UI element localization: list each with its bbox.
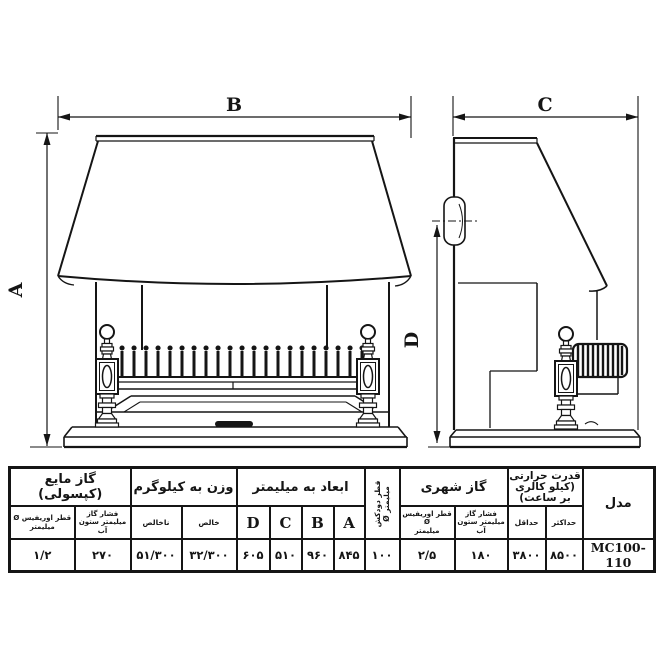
value-dim-b: ۹۶۰ — [302, 539, 334, 572]
value-dim-d: ۶۰۵ — [237, 539, 270, 572]
dim-label-c: C — [537, 94, 553, 116]
front-apron — [96, 396, 389, 412]
subheader-dim-c: C — [270, 506, 302, 539]
header-dimensions: ابعاد به میلیمتر — [237, 468, 365, 507]
spec-table — [8, 466, 656, 573]
subheader-weight-net: خالص — [182, 506, 237, 539]
value-city-orifice: ۲/۵ — [400, 539, 455, 572]
dim-a — [30, 133, 62, 447]
header-chimney-diameter: قطر دودکش میلیمتر Ø — [365, 468, 400, 540]
subheader-lp-pressure: فشار گاز میلیمتر ستون آب — [75, 506, 131, 539]
side-base — [450, 430, 640, 447]
front-hood — [58, 136, 411, 286]
subheader-dim-a: A — [334, 506, 365, 539]
value-weight-net: ۳۲/۳۰۰ — [182, 539, 237, 572]
header-heat-capacity: قدرت حرارتی (کیلو کالری بر ساعت) — [508, 468, 583, 507]
value-dim-a: ۸۴۵ — [334, 539, 365, 572]
subheader-weight-gross: ناخالص — [131, 506, 182, 539]
subheader-dim-d: D — [237, 506, 270, 539]
subheader-city-orifice: قطر اوریفیس Ø میلیمتر — [400, 506, 455, 539]
value-dim-c: ۵۱۰ — [270, 539, 302, 572]
value-model: MC100-110 — [583, 539, 655, 572]
header-lp-gas: گاز مایع (کپسولی) — [10, 468, 131, 507]
value-lp-orifice: ۱/۲ — [10, 539, 75, 572]
front-base — [64, 427, 407, 447]
side-grate-drum — [573, 344, 627, 377]
value-heat-min: ۳۸۰۰ — [508, 539, 546, 572]
dim-label-a: A — [5, 282, 27, 298]
dim-label-b: B — [225, 94, 243, 116]
header-model: مدل — [583, 468, 655, 540]
value-heat-max: ۸۵۰۰ — [546, 539, 583, 572]
header-city-gas: گاز شهری — [400, 468, 508, 507]
value-city-pressure: ۱۸۰ — [455, 539, 508, 572]
subheader-heat-max: حداکثر — [546, 506, 583, 539]
dim-d — [428, 225, 452, 447]
front-grate — [112, 348, 372, 389]
subheader-lp-orifice: قطر اوریفیس Ø میلیمتر — [10, 506, 75, 539]
dim-label-d: D — [401, 331, 423, 349]
dim-c — [453, 96, 638, 430]
subheader-heat-min: حداقل — [508, 506, 546, 539]
value-chimney-diameter: ۱۰۰ — [365, 539, 400, 572]
nameplate-badge — [215, 421, 253, 427]
value-weight-gross: ۵۱/۳۰۰ — [131, 539, 182, 572]
subheader-city-pressure: فشار گاز میلیمتر ستون آب — [455, 506, 508, 539]
control-knob — [432, 197, 478, 245]
side-hood — [453, 138, 607, 430]
subheader-dim-b: B — [302, 506, 334, 539]
front-view — [58, 136, 411, 447]
side-view — [432, 138, 640, 447]
header-weight: وزن به کیلوگرم — [131, 468, 237, 507]
value-lp-pressure: ۲۷۰ — [75, 539, 131, 572]
